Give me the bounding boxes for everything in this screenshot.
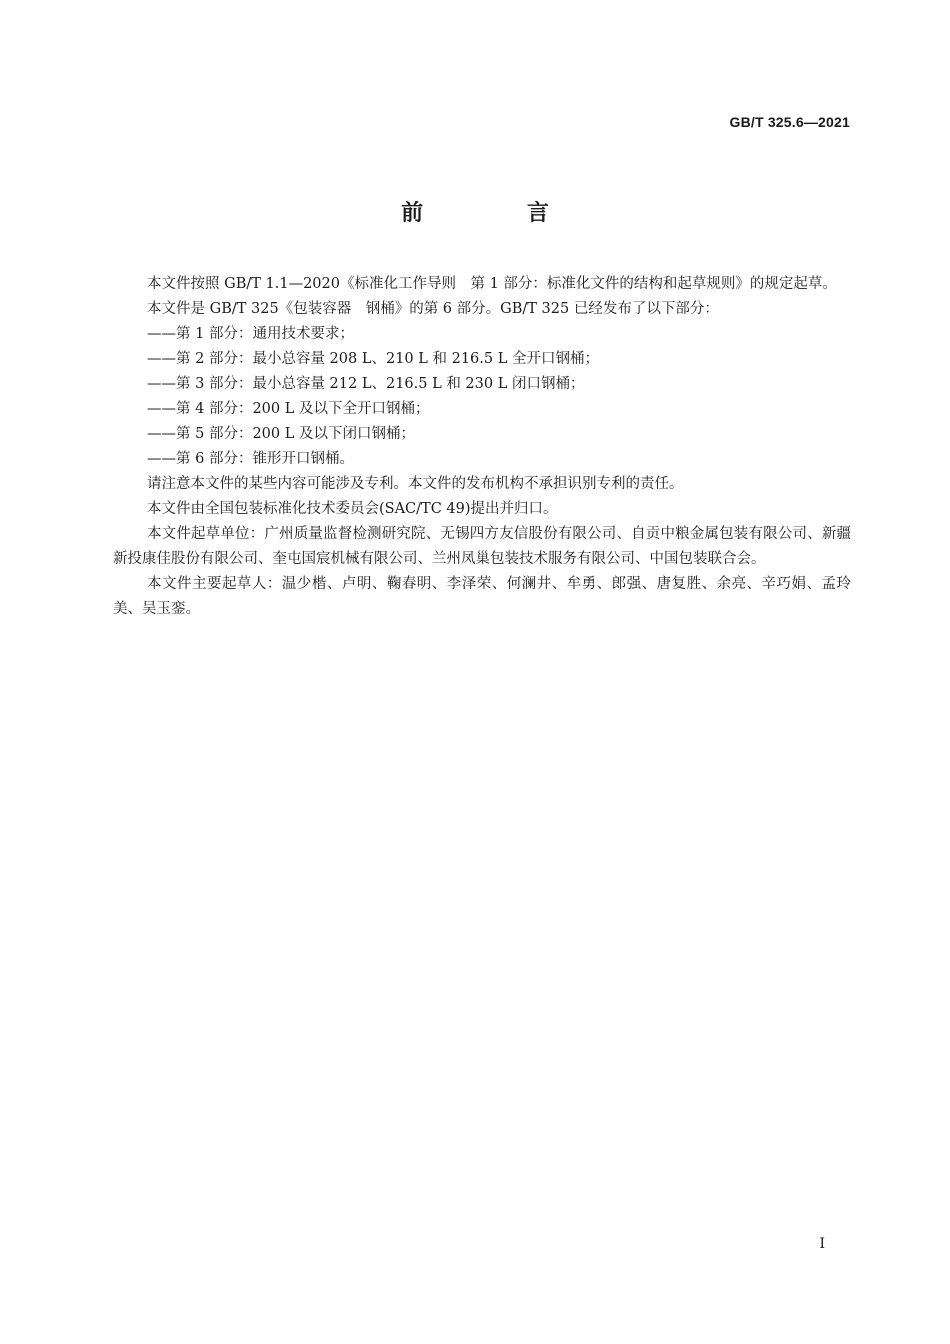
foreword-body [113, 272, 851, 622]
list-item-part-1: ——第 1 部分：通用技术要求； [147, 326, 354, 342]
paragraph-drafting-rules: 本文件按照 GB/T 1.1—2020《标准化工作导则 第 1 部分：标准化文件的结构和起草规则》的规定起草。 [147, 276, 837, 292]
paragraph-parts-intro: 本文件是 GB/T 325《包装容器 钢桶》的第 6 部分。GB/T 325 已经发布了以下部分： [147, 301, 719, 317]
page-number: I [819, 1236, 825, 1252]
paragraph-drafting-units: 本文件起草单位：广州质量监督检测研究院、无锡四方友信股份有限公司、自贡中粮金属包装有限公司、新疆新投康佳股份有限公司、奎屯国宸机械有限公司、兰州凤巢包装技术服务有限公司、中国包装联合会。 [113, 526, 851, 567]
standard-code: GB/T 325.6—2021 [729, 114, 850, 130]
list-item-part-2: ——第 2 部分：最小总容量 208 L、210 L 和 216.5 L 全开口钢桶； [147, 351, 599, 367]
list-item-part-3: ——第 3 部分：最小总容量 212 L、216.5 L 和 230 L 闭口钢桶； [147, 376, 585, 392]
page-title: 前 言 [401, 201, 597, 226]
list-item-part-4: ——第 4 部分：200 L 及以下全开口钢桶； [147, 401, 430, 417]
paragraph-proposer: 本文件由全国包装标准化技术委员会(SAC/TC 49)提出并归口。 [147, 501, 558, 517]
paragraph-patent-notice: 请注意本文件的某些内容可能涉及专利。本文件的发布机构不承担识别专利的责任。 [147, 476, 684, 492]
list-item-part-6: ——第 6 部分：锥形开口钢桶。 [147, 451, 354, 467]
paragraph-drafters: 本文件主要起草人：温少楷、卢明、鞠春明、李泽荣、何澜井、牟勇、郎强、唐复胜、余亮、辛巧娟、孟玲美、吴玉銮。 [113, 576, 851, 617]
list-item-part-5: ——第 5 部分：200 L 及以下闭口钢桶； [147, 426, 415, 442]
